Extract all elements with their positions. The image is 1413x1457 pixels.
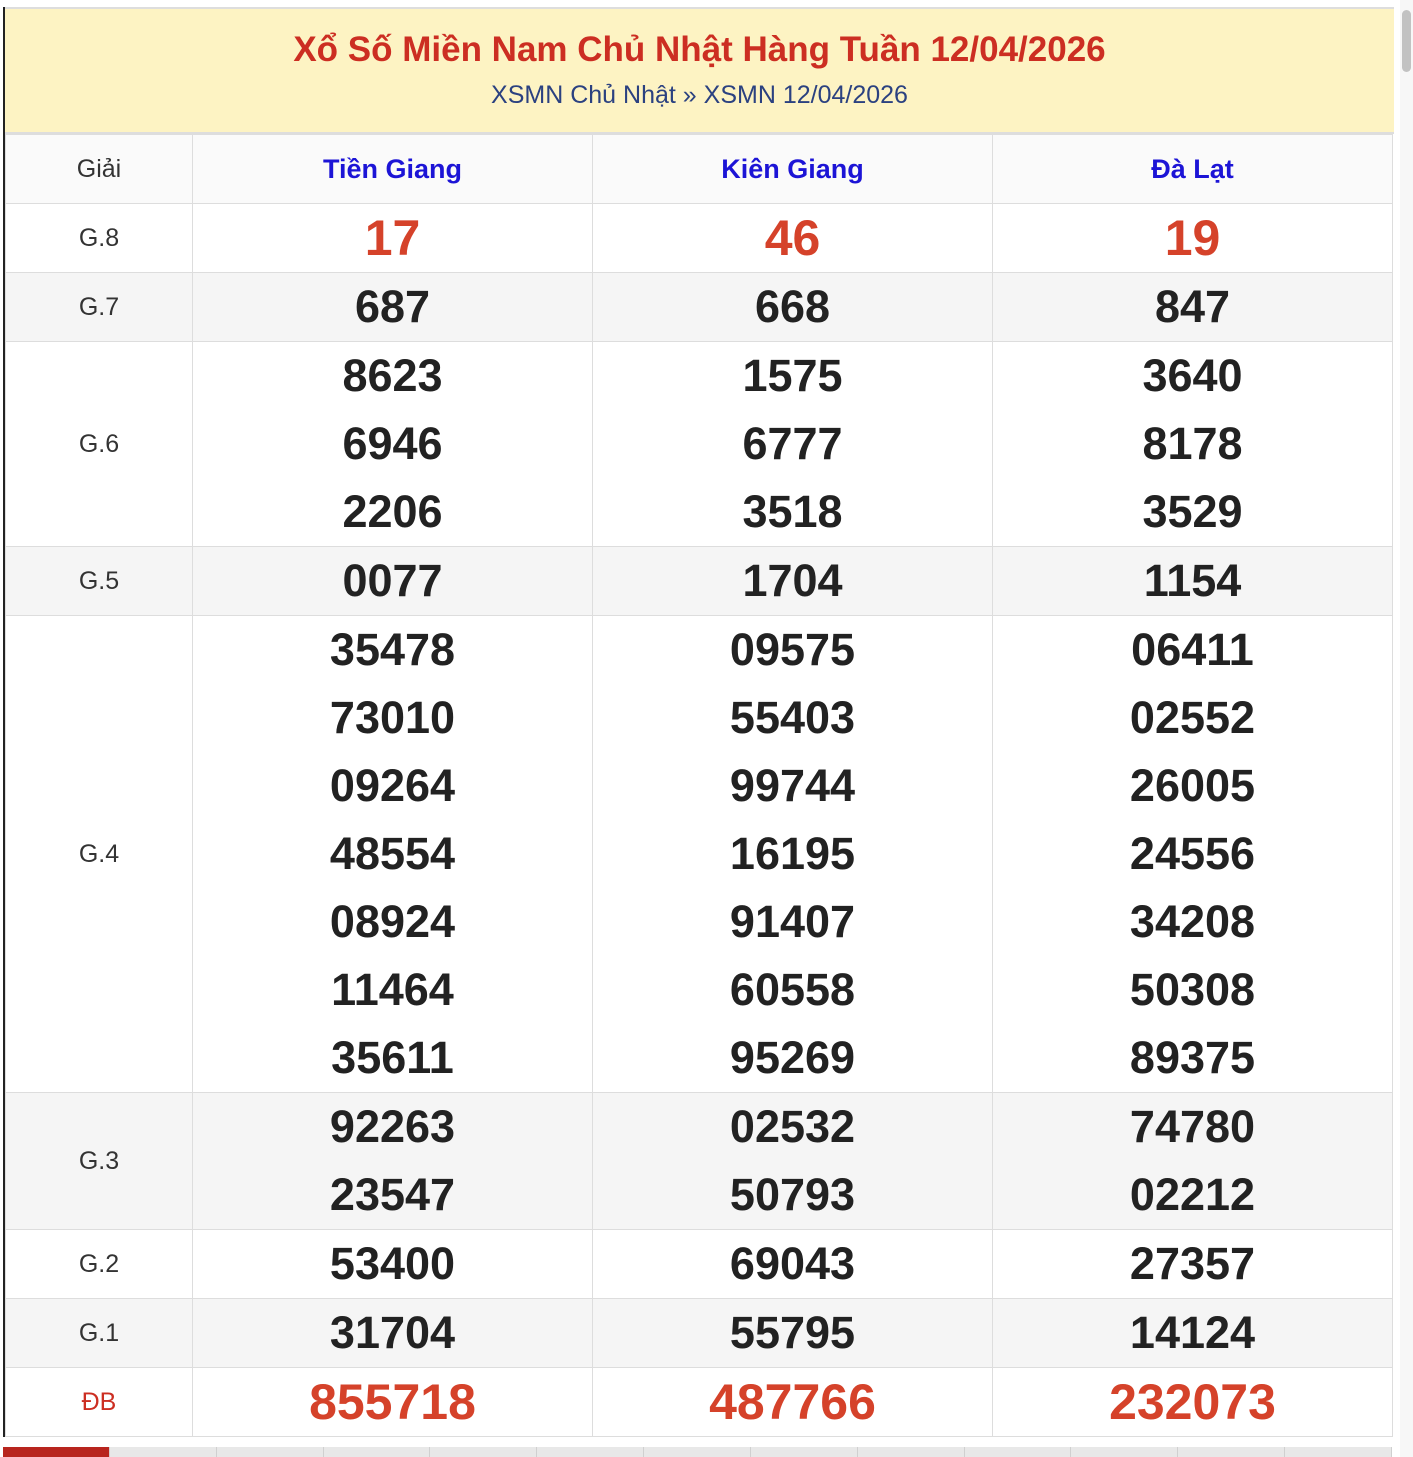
page-title: Xổ Số Miền Nam Chủ Nhật Hàng Tuần 12/04/2026: [293, 30, 1106, 69]
winning-number: 26005: [1129, 760, 1256, 811]
result-cell: [993, 1368, 1393, 1437]
winning-number: 35478: [329, 624, 456, 675]
winning-number: 23547: [329, 1169, 456, 1220]
winning-number: 55403: [729, 692, 856, 743]
winning-number: 48554: [329, 828, 456, 879]
vertical-scrollbar[interactable]: [1400, 0, 1413, 1457]
winning-number: 24556: [1129, 828, 1256, 879]
table-row: [6, 1230, 1393, 1299]
table-row: [6, 547, 1393, 616]
table-row: [6, 1299, 1393, 1368]
winning-number: 55795: [729, 1307, 856, 1358]
result-cell: [993, 342, 1393, 547]
table-row: [6, 204, 1393, 273]
winning-number: 2206: [342, 486, 443, 537]
winning-number: 668: [754, 281, 831, 332]
winning-number: 02552: [1129, 692, 1256, 743]
winning-number: 232073: [1109, 1374, 1276, 1430]
result-cell: [593, 616, 993, 1093]
tab[interactable]: [965, 1447, 1072, 1457]
column-header-da-lat[interactable]: Đà Lạt: [993, 135, 1393, 204]
winning-number: 27357: [1129, 1238, 1256, 1289]
winning-number: 17: [364, 210, 421, 266]
tab[interactable]: [858, 1447, 965, 1457]
winning-number: 687: [354, 281, 431, 332]
winning-number: 92263: [329, 1101, 456, 1152]
scrollbar-thumb[interactable]: [1402, 10, 1411, 72]
winning-number: 02532: [729, 1101, 856, 1152]
tab[interactable]: [3, 1447, 110, 1457]
winning-number: 06411: [1131, 624, 1254, 675]
winning-number: 53400: [329, 1238, 456, 1289]
result-cell: [193, 273, 593, 342]
result-cell: [593, 1368, 993, 1437]
winning-number: 3518: [742, 486, 843, 537]
result-cell: [593, 342, 993, 547]
winning-number: 95269: [729, 1032, 856, 1083]
winning-number: 73010: [329, 692, 456, 743]
tab[interactable]: [430, 1447, 537, 1457]
result-cell: [593, 273, 993, 342]
prize-label: G.7: [6, 273, 193, 342]
tab[interactable]: [217, 1447, 324, 1457]
winning-number: 6946: [342, 418, 443, 469]
tab[interactable]: [1285, 1447, 1392, 1457]
breadcrumb-link-xsmn-date[interactable]: XSMN 12/04/2026: [703, 81, 908, 109]
result-cell: [993, 1299, 1393, 1368]
tab[interactable]: [1071, 1447, 1178, 1457]
results-panel: [3, 7, 1394, 1437]
table-row: [6, 273, 1393, 342]
winning-number: 74780: [1129, 1101, 1256, 1152]
result-cell: [993, 547, 1393, 616]
prize-label: G.2: [6, 1230, 193, 1299]
breadcrumb-link-xsmn-sunday[interactable]: XSMN Chủ Nhật: [491, 81, 676, 109]
result-cell: [593, 547, 993, 616]
winning-number: 31704: [329, 1307, 456, 1358]
results-header: [5, 7, 1394, 134]
winning-number: 847: [1154, 281, 1231, 332]
prize-label: ĐB: [6, 1368, 193, 1437]
winning-number: 6777: [742, 418, 843, 469]
results-table: [5, 134, 1393, 1437]
result-cell: [193, 547, 593, 616]
winning-number: 487766: [709, 1374, 876, 1430]
winning-number: 09575: [729, 624, 856, 675]
result-cell: [593, 1299, 993, 1368]
result-cell: [193, 1368, 593, 1437]
tab[interactable]: [324, 1447, 431, 1457]
winning-number: 69043: [729, 1238, 856, 1289]
result-cell: [993, 616, 1393, 1093]
tab[interactable]: [110, 1447, 217, 1457]
winning-number: 14124: [1129, 1307, 1256, 1358]
winning-number: 02212: [1129, 1169, 1256, 1220]
winning-number: 0077: [342, 555, 443, 606]
result-cell: [193, 342, 593, 547]
result-cell: [193, 204, 593, 273]
result-cell: [993, 1230, 1393, 1299]
result-cell: [193, 1230, 593, 1299]
result-cell: [193, 616, 593, 1093]
result-cell: [993, 273, 1393, 342]
column-header-prize: Giải: [6, 135, 193, 204]
result-cell: [593, 1093, 993, 1230]
tab[interactable]: [537, 1447, 644, 1457]
prize-label: G.8: [6, 204, 193, 273]
winning-number: 1154: [1143, 555, 1242, 606]
winning-number: 11464: [331, 964, 454, 1015]
result-cell: [593, 204, 993, 273]
result-cell: [593, 1230, 993, 1299]
prize-label: G.3: [6, 1093, 193, 1230]
tab[interactable]: [644, 1447, 751, 1457]
winning-number: 19: [1164, 210, 1221, 266]
result-cell: [993, 204, 1393, 273]
winning-number: 1704: [742, 555, 843, 606]
winning-number: 89375: [1129, 1032, 1256, 1083]
table-row: [6, 616, 1393, 1093]
table-row: [6, 1093, 1393, 1230]
winning-number: 8178: [1142, 418, 1243, 469]
winning-number: 99744: [729, 760, 856, 811]
winning-number: 46: [764, 210, 821, 266]
table-row: [6, 342, 1393, 547]
winning-number: 50308: [1129, 964, 1256, 1015]
winning-number: 3529: [1142, 486, 1243, 537]
prize-label: G.1: [6, 1299, 193, 1368]
prize-label: G.5: [6, 547, 193, 616]
winning-number: 3640: [1142, 350, 1243, 401]
winning-number: 09264: [329, 760, 456, 811]
bottom-tab-strip: [3, 1447, 1392, 1457]
column-header-kien-giang[interactable]: Kiên Giang: [593, 135, 993, 204]
prize-label: G.6: [6, 342, 193, 547]
winning-number: 60558: [729, 964, 856, 1015]
result-cell: [193, 1093, 593, 1230]
prize-label: G.4: [6, 616, 193, 1093]
winning-number: 50793: [729, 1169, 856, 1220]
winning-number: 8623: [342, 350, 443, 401]
result-cell: [993, 1093, 1393, 1230]
table-header-row: [6, 135, 1393, 204]
breadcrumb-separator: »: [682, 81, 697, 109]
tab[interactable]: [1178, 1447, 1285, 1457]
winning-number: 1575: [742, 350, 843, 401]
winning-number: 34208: [1129, 896, 1256, 947]
winning-number: 91407: [729, 896, 856, 947]
table-row: [6, 1368, 1393, 1437]
tab[interactable]: [751, 1447, 858, 1457]
breadcrumb: [5, 81, 1394, 110]
winning-number: 08924: [329, 896, 456, 947]
result-cell: [193, 1299, 593, 1368]
winning-number: 35611: [331, 1032, 454, 1083]
winning-number: 855718: [309, 1374, 476, 1430]
winning-number: 16195: [729, 828, 856, 879]
column-header-tien-giang[interactable]: Tiền Giang: [193, 135, 593, 204]
